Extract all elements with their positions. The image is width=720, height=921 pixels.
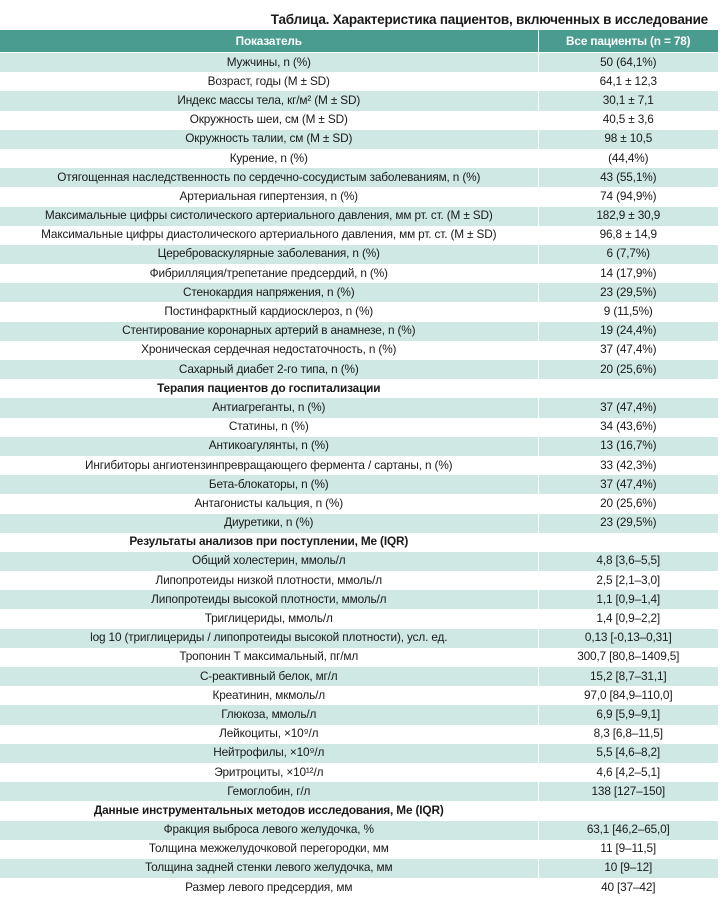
section-header-row [0,801,718,820]
table-row [0,494,718,513]
table-header-row [0,30,718,53]
row-label: Стенокардия напряжения, n (%) [0,283,538,302]
table-row [0,436,718,455]
table-row [0,225,718,244]
row-value: 4,8 [3,6–5,5] [538,551,718,570]
row-label: Антагонисты кальция, n (%) [0,494,538,513]
row-label: Окружность талии, см (M ± SD) [0,129,538,148]
row-label: Гемоглобин, г/л [0,782,538,801]
row-value: 33 (42,3%) [538,455,718,474]
row-label: Ингибиторы ангиотензинпревращающего фермента / сартаны, n (%) [0,455,538,474]
patient-characteristics-table [0,30,718,896]
table-row [0,340,718,359]
table-row [0,244,718,263]
row-label: Антиагреганты, n (%) [0,398,538,417]
row-value: 20 (25,6%) [538,360,718,379]
row-label: Бета-блокаторы, n (%) [0,475,538,494]
table-row [0,609,718,628]
row-label: Нейтрофилы, ×10⁹/л [0,743,538,762]
section-title: Терапия пациентов до госпитализации [0,379,538,398]
row-value: 43 (55,1%) [538,168,718,187]
row-label: Возраст, годы (M ± SD) [0,72,538,91]
table-row [0,820,718,839]
row-value: 40,5 ± 3,6 [538,110,718,129]
row-value: 8,3 [6,8–11,5] [538,724,718,743]
row-label: Статины, n (%) [0,417,538,436]
row-value: 23 (29,5%) [538,283,718,302]
row-value: 9 (11,5%) [538,302,718,321]
table-row [0,551,718,570]
row-value: 37 (47,4%) [538,475,718,494]
row-label: Тропонин Т максимальный, пг/мл [0,647,538,666]
table-row [0,475,718,494]
row-label: Глюкоза, ммоль/л [0,705,538,724]
row-label: Липопротеиды низкой плотности, ммоль/л [0,571,538,590]
row-label: С-реактивный белок, мг/л [0,667,538,686]
row-value: 1,4 [0,9–2,2] [538,609,718,628]
row-value: 98 ± 10,5 [538,129,718,148]
table-row [0,782,718,801]
row-value: 15,2 [8,7–31,1] [538,667,718,686]
row-value: 30,1 ± 7,1 [538,91,718,110]
row-value: 37 (47,4%) [538,398,718,417]
row-value: 6,9 [5,9–9,1] [538,705,718,724]
table-row [0,839,718,858]
row-value: 13 (16,7%) [538,436,718,455]
table-row [0,513,718,532]
row-label: Эритроциты, ×10¹²/л [0,762,538,781]
row-label: Антикоагулянты, n (%) [0,436,538,455]
row-label: Размер левого предсердия, мм [0,878,538,897]
table-row [0,705,718,724]
row-value: 63,1 [46,2–65,0] [538,820,718,839]
row-value: 14 (17,9%) [538,264,718,283]
section-title: Результаты анализов при поступлении, Me (IQR) [0,532,538,551]
table-row [0,187,718,206]
row-label: Фибрилляция/трепетание предсердий, n (%) [0,264,538,283]
row-label: Общий холестерин, ммоль/л [0,551,538,570]
row-label: Толщина задней стенки левого желудочка, мм [0,858,538,877]
row-value: 300,7 [80,8–1409,5] [538,647,718,666]
section-value [538,532,718,551]
row-label: Липопротеиды высокой плотности, ммоль/л [0,590,538,609]
row-label: Максимальные цифры диастолического артериального давления, мм рт. ст. (M ± SD) [0,225,538,244]
table-row [0,858,718,877]
row-label: Артериальная гипертензия, n (%) [0,187,538,206]
table-row [0,91,718,110]
table-caption: Таблица. Характеристика пациентов, включенных в исследование [270,12,708,27]
row-label: Хроническая сердечная недостаточность, n (%) [0,340,538,359]
row-label: Лейкоциты, ×10⁹/л [0,724,538,743]
row-value: 50 (64,1%) [538,53,718,72]
table-row [0,148,718,167]
row-label: Мужчины, n (%) [0,53,538,72]
table-row [0,302,718,321]
table-row [0,398,718,417]
row-value: 6 (7,7%) [538,244,718,263]
table-row [0,206,718,225]
row-label: Окружность шеи, см (M ± SD) [0,110,538,129]
row-label: Отягощенная наследственность по сердечно-сосудистым заболеваниям, n (%) [0,168,538,187]
table-row [0,878,718,897]
row-value: 0,13 [-0,13–0,31] [538,628,718,647]
row-value: 97,0 [84,9–110,0] [538,686,718,705]
table-row [0,571,718,590]
table-row [0,647,718,666]
table-body [0,53,718,897]
row-label: Сахарный диабет 2-го типа, n (%) [0,360,538,379]
table-row [0,168,718,187]
table-row [0,72,718,91]
table-row [0,283,718,302]
table-row [0,417,718,436]
row-value: 74 (94,9%) [538,187,718,206]
table-row [0,321,718,340]
section-value [538,801,718,820]
row-label: Диуретики, n (%) [0,513,538,532]
row-value: 138 [127–150] [538,782,718,801]
table-row [0,686,718,705]
table-row [0,53,718,72]
section-header-row [0,532,718,551]
row-label: Постинфарктный кардиосклероз, n (%) [0,302,538,321]
row-value: 2,5 [2,1–3,0] [538,571,718,590]
section-header-row [0,379,718,398]
row-label: Максимальные цифры систолического артериального давления, мм рт. ст. (M ± SD) [0,206,538,225]
row-value: 40 [37–42] [538,878,718,897]
row-value: 96,8 ± 14,9 [538,225,718,244]
column-header-indicator: Показатель [0,30,538,53]
row-label: log 10 (триглицериды / липопротеиды высокой плотности), усл. ед. [0,628,538,647]
row-label: Курение, n (%) [0,148,538,167]
table-row [0,264,718,283]
section-title: Данные инструментальных методов исследования, Me (IQR) [0,801,538,820]
row-value: 23 (29,5%) [538,513,718,532]
row-label: Цереброваскулярные заболевания, n (%) [0,244,538,263]
row-value: 11 [9–11,5] [538,839,718,858]
table-row [0,110,718,129]
row-value: 19 (24,4%) [538,321,718,340]
section-value [538,379,718,398]
row-value: 34 (43,6%) [538,417,718,436]
row-label: Толщина межжелудочковой перегородки, мм [0,839,538,858]
row-value: 5,5 [4,6–8,2] [538,743,718,762]
row-value: 20 (25,6%) [538,494,718,513]
row-value: 4,6 [4,2–5,1] [538,762,718,781]
table-row [0,743,718,762]
row-value: 182,9 ± 30,9 [538,206,718,225]
row-label: Фракция выброса левого желудочка, % [0,820,538,839]
row-value: 37 (47,4%) [538,340,718,359]
row-label: Триглицериды, ммоль/л [0,609,538,628]
table-row [0,724,718,743]
table-row [0,360,718,379]
column-header-all-patients: Все пациенты (n = 78) [538,30,718,53]
table-row [0,628,718,647]
table-row [0,129,718,148]
row-label: Индекс массы тела, кг/м² (M ± SD) [0,91,538,110]
row-value: 1,1 [0,9–1,4] [538,590,718,609]
row-value: (44,4%) [538,148,718,167]
row-value: 10 [9–12] [538,858,718,877]
table-row [0,590,718,609]
row-label: Стентирование коронарных артерий в анамнезе, n (%) [0,321,538,340]
table-row [0,667,718,686]
table-row [0,455,718,474]
row-label: Креатинин, мкмоль/л [0,686,538,705]
table-row [0,762,718,781]
row-value: 64,1 ± 12,3 [538,72,718,91]
